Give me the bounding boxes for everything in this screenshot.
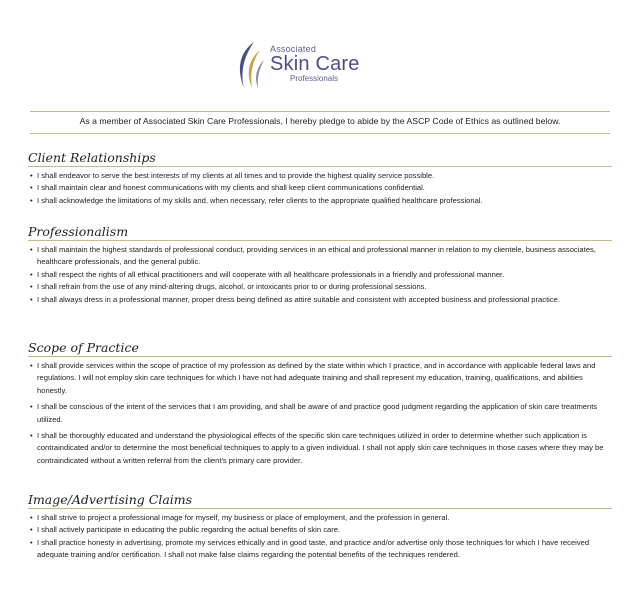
section-image-advertising-claims (28, 493, 612, 562)
section-professionalism (28, 225, 612, 306)
list-item: • I shall acknowledge the limitations of my skills and, when necessary, refer clients to the appropriate qualified healthcare professional. (30, 195, 483, 205)
logo-top-text: Associated (270, 44, 317, 54)
pledge-text: As a member of Associated Skin Care Professionals, I hereby pledge to abide by the ASCP Code of Ethics as outlined below. (79, 116, 561, 126)
list-item: • I shall be thoroughly educated and understand the physiological effects of the specific skin care techniques utilized in order to determine whether such application is contraindicated and/or to determine the most beneficial techniques to apply to a given individual. I shall not apply skin care techniques in those cases where they may be contraindicated without a written referral from the client's primary care provider. (30, 431, 604, 465)
logo-main-text: Skin Care (270, 53, 360, 75)
list-item: • I shall respect the rights of all ethical practitioners and will cooperate with all healthcare professionals in a friendly and professional manner. (30, 269, 505, 279)
list-item: • I shall actively participate in educating the public regarding the actual benefits of skin care. (30, 525, 341, 535)
section-title: Professionalism (28, 224, 129, 239)
list-item: • I shall practice honesty in advertising, promote my services ethically and in good taste, and practice and/or advertise only those techniques for which I have received adequate training and/or certification. I shall not make false claims regarding the potential benefits of the techniques rendered. (30, 537, 590, 560)
list-item: • I shall provide services within the scope of practice of my profession as defined by the state within which I practice, and in accordance with applicable federal laws and regulations. I will not employ skin care techniques for which I have not had adequate training and shall represent my education, training, qualifications, and abilities honestly. (30, 361, 596, 395)
section-divider (28, 356, 612, 357)
section-title: Scope of Practice (28, 340, 139, 355)
ascp-logo (230, 38, 370, 94)
list-item: • I shall be conscious of the intent of the services that I am providing, and shall be aware of and practice good judgment regarding the application of skin care treatments utilized. (30, 402, 598, 424)
section-title: Image/Advertising Claims (28, 492, 193, 507)
section-client-relationships (28, 151, 612, 207)
section-divider (28, 240, 612, 241)
logo-bottom-text: Professionals (290, 74, 339, 83)
section-scope-of-practice (28, 341, 612, 467)
list-item: • I shall refrain from the use of any mind-altering drugs, alcohol, or intoxicants prior to or during professional sessions. (30, 282, 427, 292)
list-item: • I shall endeavor to serve the best interests of my clients at all times and to provide the highest quality service possible. (30, 171, 435, 180)
list-item: • I shall strive to project a professional image for myself, my business or place of employment, and the profession in general. (30, 513, 450, 522)
list-item: • I shall always dress in a professional manner, proper dress being defined as attire suitable and consistent with accepted business and professional practice. (30, 294, 561, 304)
section-divider (28, 166, 612, 167)
list-item: • I shall maintain the highest standards of professional conduct, providing services in an ethical and professional manner in relation to my clientele, business associates, healthcare professionals, and the general public. (30, 245, 596, 267)
swoosh-logo-icon (230, 38, 270, 92)
pledge-banner (30, 111, 610, 134)
section-title: Client Relationships (28, 150, 156, 165)
list-item: • I shall maintain clear and honest communications with my clients and shall keep client communications confidential. (30, 183, 425, 193)
section-divider (28, 508, 612, 509)
